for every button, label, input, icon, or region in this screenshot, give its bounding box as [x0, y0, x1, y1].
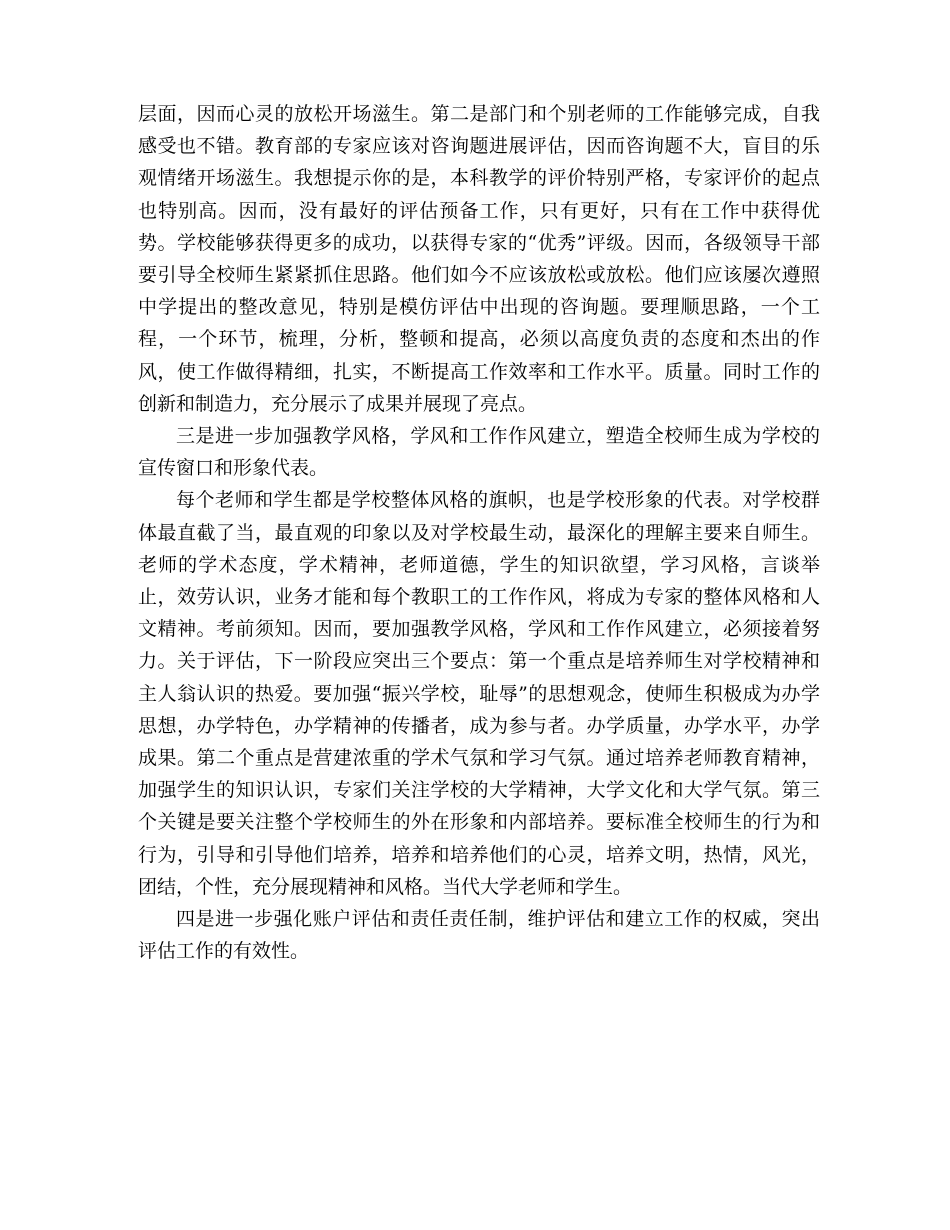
paragraph-point-four-heading: 四是进一步强化账户评估和责任责任制，维护评估和建立工作的权威，突出评估工作的有效性。: [138, 908, 820, 963]
paragraph-continuation: 层面，因而心灵的放松开场滋生。第二是部门和个别老师的工作能够完成，自我感受也不错。教育部的专家应该对咨询题进展评估，因而咨询题不大，盲目的乐观情绪开场滋生。我想提示你的是，本科教学的评价特别严格，专家评价的起点也特别高。因而，没有最好的评估预备工作，只有更好，只有在工作中获得优势。学校能够获得更多的成功，以获得专家的“优秀”评级。因而，各级领导干部要引导全校师生紧紧抓住思路。他们如今不应该放松或放松。他们应该屡次遵照中学提出的整改意见，特别是模仿评估中出现的咨询题。要理顺思路，一个工程，一个环节，梳理，分析，整顿和提高，必须以高度负责的态度和杰出的作风，使工作做得精细，扎实，不断提高工作效率和工作水平。质量。同时工作的创新和制造力，充分展示了成果并展现了亮点。: [138, 103, 820, 415]
paragraph-point-three-body: 每个老师和学生都是学校整体风格的旗帜，也是学校形象的代表。对学校群体最直截了当，最直观的印象以及对学校最生动，最深化的理解主要来自师生。老师的学术态度，学术精神，老师道德，学生的知识欲望，学习风格，言谈举止，效劳认识，业务才能和每个教职工的工作作风，将成为专家的整体风格和人文精神。考前须知。因而，要加强教学风格，学风和工作作风建立，必须接着努力。关于评估，下一阶段应突出三个要点：第一个重点是培养师生对学校精神和主人翁认识的热爱。要加强“振兴学校，耻辱”的思想观念，使师生积极成为办学思想，办学特色，办学精神的传播者，成为参与者。办学质量，办学水平，办学成果。第二个重点是营建浓重的学术气氛和学习气氛。通过培养老师教育精神，加强学生的知识认识，专家们关注学校的大学精神，大学文化和大学气氛。第三个关键是要关注整个学校师生的外在形象和内部培养。要标准全校师生的行为和行为，引导和引导他们培养，培养和培养他们的心灵，培养文明，热情，风光，团结，个性，充分展现精神和风格。当代大学老师和学生。: [138, 489, 820, 898]
document-body: [138, 98, 820, 967]
paragraph-point-three-heading: 三是进一步加强教学风格，学风和工作作风建立，塑造全校师生成为学校的宣传窗口和形象代表。: [138, 425, 820, 480]
